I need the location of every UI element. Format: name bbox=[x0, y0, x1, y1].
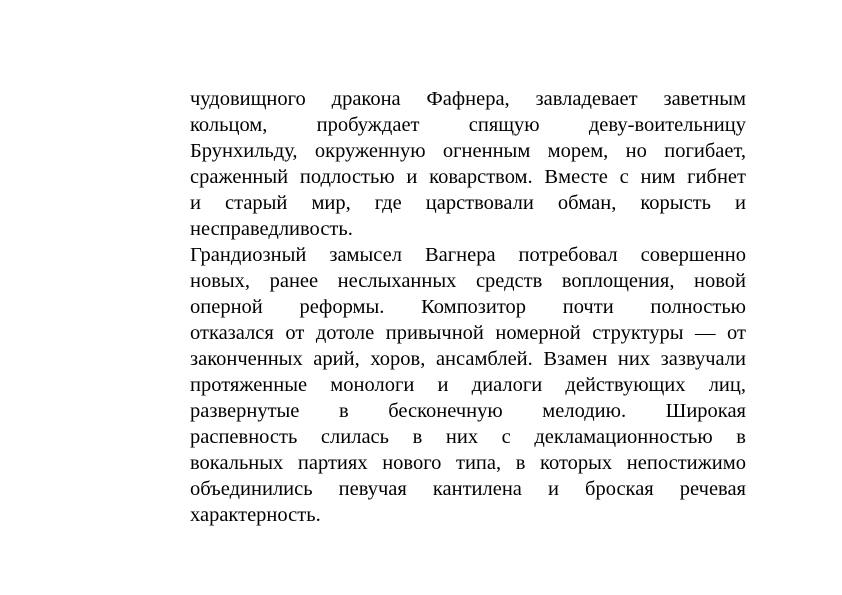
text-line: распевность слилась в них с декламационностью в bbox=[190, 426, 746, 448]
text-line: отказался от дотоле привычной номерной структуры — от bbox=[190, 322, 746, 344]
text-line: чудовищного дракона Фафнера, завладевает заветным bbox=[190, 88, 746, 110]
text-line: сраженный подлостью и коварством. Вместе с ним гибнет bbox=[190, 166, 746, 188]
body-text bbox=[190, 86, 746, 528]
text-line: и старый мир, где царствовали обман, корысть и bbox=[190, 192, 746, 214]
text-line: кольцом, пробуждает спящую деву-воительницу bbox=[190, 114, 746, 136]
text-line: новых, ранее неслыханных средств воплощения, новой bbox=[190, 270, 746, 292]
text-line: протяженные монологи и диалоги действующих лиц, bbox=[190, 374, 746, 396]
paragraph-end-line: характерность. bbox=[190, 504, 321, 526]
text-line: вокальных партиях нового типа, в которых непостижимо bbox=[190, 452, 746, 474]
text-line: Грандиозный замысел Вагнера потребовал совершенно bbox=[190, 244, 746, 266]
text-line: законченных арий, хоров, ансамблей. Взамен них зазвучали bbox=[190, 348, 746, 370]
text-line: развернутые в бесконечную мелодию. Широкая bbox=[190, 400, 746, 422]
text-line: объединились певучая кантилена и броская речевая bbox=[190, 478, 746, 500]
text-line: Брунхильду, окруженную огненным морем, но погибает, bbox=[190, 140, 746, 162]
text-line: оперной реформы. Композитор почти полностью bbox=[190, 296, 746, 318]
paragraph-end-line: несправедливость. bbox=[190, 218, 353, 240]
